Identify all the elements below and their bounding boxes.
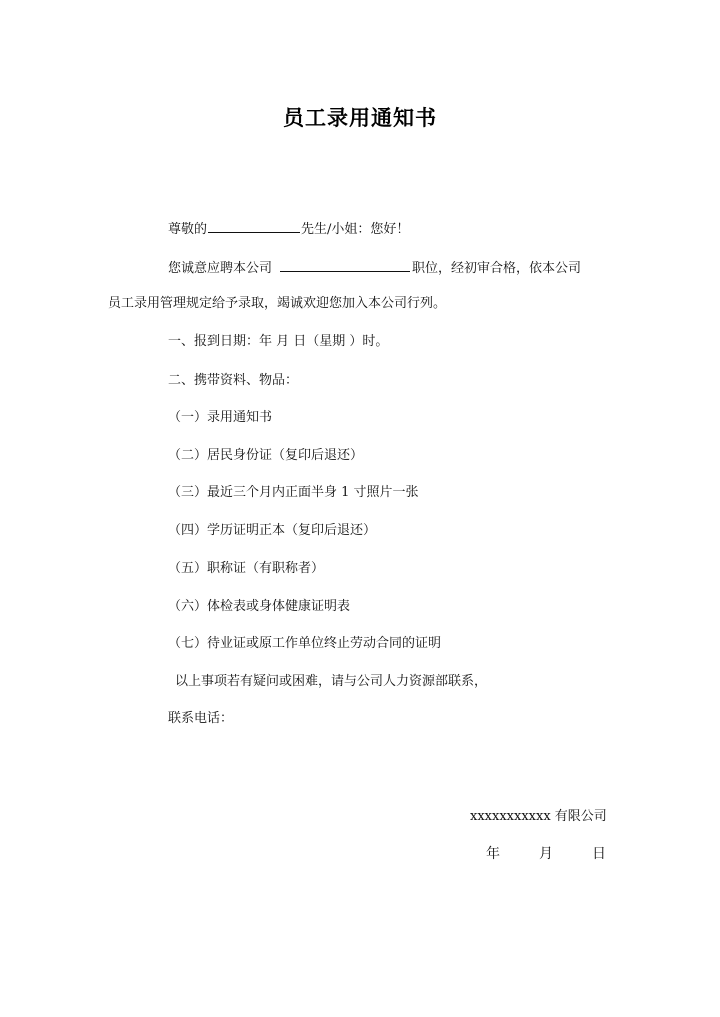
date-month: 月	[539, 846, 553, 862]
date-year: 年	[486, 846, 500, 862]
materials-item: （四）学历证明正本（复印后退还）	[168, 523, 377, 538]
materials-item: （二）居民身份证（复印后退还）	[168, 448, 364, 463]
intro-prefix: 您诚意应聘本公司	[168, 261, 273, 276]
document-title: 员工录用通知书	[283, 106, 437, 130]
materials-item: （七）待业证或原工作单位终止劳动合同的证明	[168, 636, 442, 651]
position-blank	[280, 258, 410, 272]
report-date-line: 一、报到日期：年 月 日（星期 ）时。	[168, 334, 389, 349]
date-day: 日	[592, 846, 606, 862]
greeting-suffix: 先生/小姐：您好！	[301, 222, 410, 237]
intro-suffix: 职位，经初审合格，依本公司	[412, 261, 582, 276]
materials-item: （一）录用通知书	[168, 410, 273, 425]
company-name: xxxxxxxxxxx 有限公司	[470, 809, 607, 824]
materials-item: （六）体检表或身体健康证明表	[168, 599, 351, 614]
greeting-prefix: 尊敬的	[168, 222, 208, 237]
contact-note: 以上事项若有疑问或困难，请与公司人力资源部联系，	[175, 674, 488, 689]
name-blank	[208, 219, 300, 233]
intro-line-2: 员工录用管理规定给予录取，竭诚欢迎您加入本公司行列。	[108, 296, 447, 311]
signature-date	[486, 843, 606, 863]
materials-heading: 二、携带资料、物品：	[168, 373, 299, 388]
greeting-line	[168, 219, 409, 239]
materials-item: （三）最近三个月内正面半身 1 寸照片一张	[168, 485, 419, 500]
phone-label: 联系电话：	[168, 711, 234, 726]
materials-item: （五）职称证（有职称者）	[168, 561, 325, 576]
intro-line-1	[168, 258, 581, 278]
